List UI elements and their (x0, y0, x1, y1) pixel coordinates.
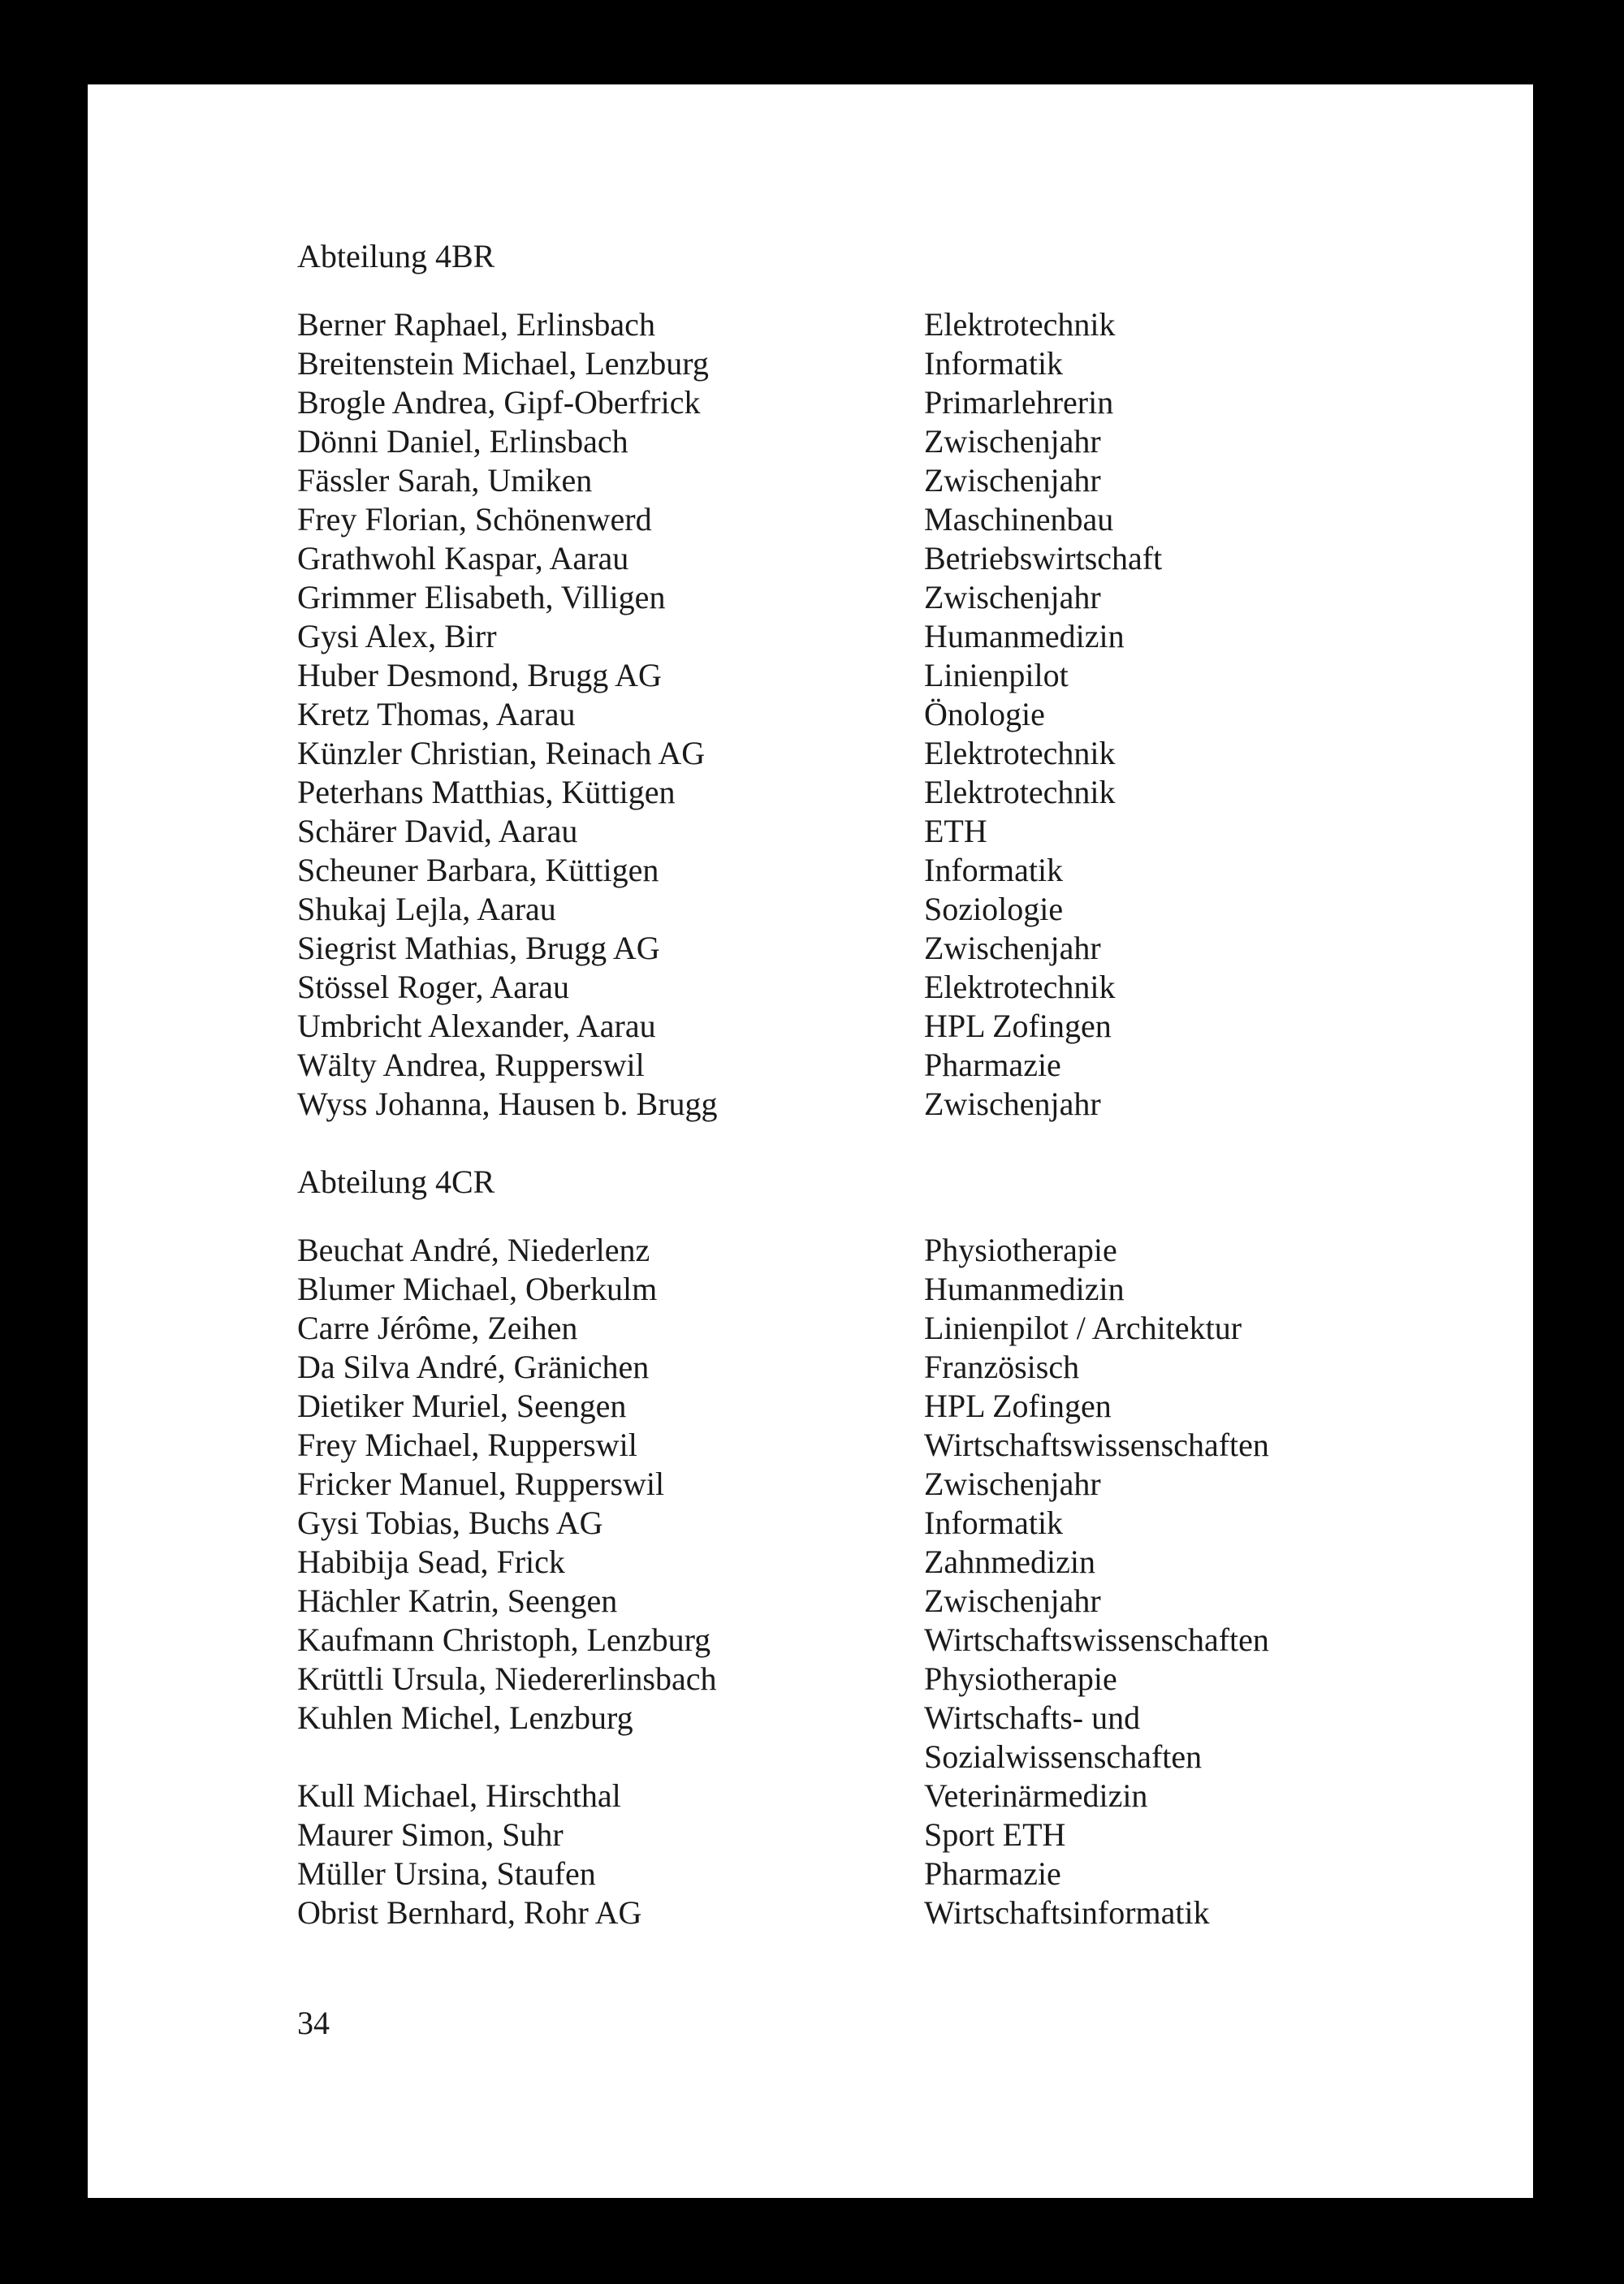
list-item (297, 1816, 1499, 1854)
student-name: Künzler Christian, Reinach AG (297, 735, 706, 771)
study-subject: Physiotherapie (924, 1660, 1117, 1697)
study-subject: Elektrotechnik (924, 969, 1116, 1005)
study-subject (924, 1699, 1499, 1777)
list-item (297, 1621, 1499, 1660)
list-item (297, 461, 1499, 500)
student-name: Peterhans Matthias, Küttigen (297, 774, 676, 810)
study-subject: Physiotherapie (924, 1232, 1117, 1268)
list-item (297, 1348, 1499, 1387)
list-item (297, 1543, 1499, 1582)
student-name: Wyss Johanna, Hausen b. Brugg (297, 1086, 718, 1122)
student-name: Grimmer Elisabeth, Villigen (297, 579, 666, 615)
document-page (88, 84, 1533, 2198)
student-name: Kaufmann Christoph, Lenzburg (297, 1621, 711, 1658)
study-subject: Sport ETH (924, 1816, 1066, 1853)
list-item (297, 383, 1499, 422)
study-subject: Humanmedizin (924, 618, 1125, 654)
list-item (297, 617, 1499, 656)
list-item (297, 422, 1499, 461)
study-subject: Französisch (924, 1349, 1080, 1385)
list-item (297, 344, 1499, 383)
student-name: Obrist Bernhard, Rohr AG (297, 1894, 642, 1931)
student-name: Blumer Michael, Oberkulm (297, 1271, 658, 1307)
student-name: Fässler Sarah, Umiken (297, 462, 593, 499)
student-name: Grathwohl Kaspar, Aarau (297, 540, 629, 576)
student-list (297, 305, 1499, 1124)
list-item (297, 968, 1499, 1007)
list-item (297, 539, 1499, 578)
student-name: Beuchat André, Niederlenz (297, 1232, 650, 1268)
student-name: Kretz Thomas, Aarau (297, 696, 576, 732)
student-name: Frey Michael, Rupperswil (297, 1427, 637, 1463)
student-name: Kull Michael, Hirschthal (297, 1777, 621, 1814)
list-item (297, 734, 1499, 773)
list-item (297, 1504, 1499, 1543)
list-item (297, 305, 1499, 344)
study-subject: Soziologie (924, 891, 1064, 927)
study-subject: Linienpilot / Architektur (924, 1310, 1242, 1346)
student-name: Hächler Katrin, Seengen (297, 1582, 618, 1619)
student-name: Shukaj Lejla, Aarau (297, 891, 556, 927)
student-name: Scheuner Barbara, Küttigen (297, 852, 659, 888)
student-name: Frey Florian, Schönenwerd (297, 501, 652, 538)
section-4br (297, 237, 1499, 1124)
study-subject: Elektrotechnik (924, 774, 1116, 810)
list-item (297, 1465, 1499, 1504)
student-name: Da Silva André, Gränichen (297, 1349, 650, 1385)
study-subject: Elektrotechnik (924, 306, 1116, 343)
list-item (297, 851, 1499, 890)
study-subject: Zwischenjahr (924, 423, 1101, 460)
list-item (297, 1854, 1499, 1893)
study-subject: Wirtschaftswissenschaften (924, 1427, 1269, 1463)
list-item (297, 929, 1499, 968)
study-subject: ETH (924, 813, 987, 849)
student-name: Wälty Andrea, Rupperswil (297, 1047, 645, 1083)
study-subject: Elektrotechnik (924, 735, 1116, 771)
student-name: Kuhlen Michel, Lenzburg (297, 1699, 633, 1736)
student-name: Breitenstein Michael, Lenzburg (297, 345, 709, 382)
student-name: Dönni Daniel, Erlinsbach (297, 423, 628, 460)
list-item (297, 1893, 1499, 1932)
study-subject-line2: Sozialwissenschaften (924, 1738, 1203, 1775)
student-name: Fricker Manuel, Rupperswil (297, 1466, 665, 1502)
list-item (297, 656, 1499, 695)
student-name: Berner Raphael, Erlinsbach (297, 306, 655, 343)
list-item (297, 1660, 1499, 1699)
study-subject: Pharmazie (924, 1855, 1061, 1892)
list-item (297, 1387, 1499, 1426)
section-heading: Abteilung 4BR (297, 238, 495, 274)
section-4cr (297, 1163, 1499, 1932)
study-subject: Wirtschaftswissenschaften (924, 1621, 1269, 1658)
study-subject-line1: Wirtschafts- und (924, 1699, 1141, 1736)
section-heading: Abteilung 4CR (297, 1164, 495, 1200)
student-list (297, 1231, 1499, 1932)
study-subject: Maschinenbau (924, 501, 1114, 538)
student-name: Stössel Roger, Aarau (297, 969, 570, 1005)
student-name: Umbricht Alexander, Aarau (297, 1008, 656, 1044)
study-subject: Zwischenjahr (924, 1582, 1101, 1619)
study-subject: HPL Zofingen (924, 1388, 1112, 1424)
list-item (297, 1085, 1499, 1124)
student-name: Brogle Andrea, Gipf-Oberfrick (297, 384, 701, 421)
study-subject: Önologie (924, 696, 1045, 732)
student-name: Gysi Alex, Birr (297, 618, 497, 654)
list-item (297, 773, 1499, 812)
study-subject: Humanmedizin (924, 1271, 1125, 1307)
study-subject: HPL Zofingen (924, 1008, 1112, 1044)
list-item (297, 578, 1499, 617)
student-name: Gysi Tobias, Buchs AG (297, 1505, 603, 1541)
student-name: Maurer Simon, Suhr (297, 1816, 564, 1853)
student-name: Siegrist Mathias, Brugg AG (297, 930, 660, 966)
student-name: Müller Ursina, Staufen (297, 1855, 596, 1892)
study-subject: Zwischenjahr (924, 930, 1101, 966)
list-item (297, 1270, 1499, 1309)
student-name: Schärer David, Aarau (297, 813, 578, 849)
list-item (297, 695, 1499, 734)
list-item (297, 1582, 1499, 1621)
study-subject: Informatik (924, 852, 1064, 888)
study-subject: Pharmazie (924, 1047, 1061, 1083)
student-name: Carre Jérôme, Zeihen (297, 1310, 578, 1346)
study-subject: Veterinärmedizin (924, 1777, 1148, 1814)
list-item (297, 890, 1499, 929)
list-item (297, 1777, 1499, 1816)
study-subject: Linienpilot (924, 657, 1069, 693)
list-item (297, 1309, 1499, 1348)
list-item (297, 1007, 1499, 1046)
list-item (297, 500, 1499, 539)
study-subject: Betriebswirtschaft (924, 540, 1163, 576)
list-item (297, 812, 1499, 851)
list-item (297, 1231, 1499, 1270)
study-subject: Informatik (924, 1505, 1064, 1541)
study-subject: Wirtschaftsinformatik (924, 1894, 1210, 1931)
study-subject: Zahnmedizin (924, 1544, 1096, 1580)
study-subject: Zwischenjahr (924, 1466, 1101, 1502)
study-subject: Zwischenjahr (924, 1086, 1101, 1122)
page-content (297, 237, 1499, 1932)
list-item (297, 1046, 1499, 1085)
page-number: 34 (297, 2005, 330, 2041)
student-name: Dietiker Muriel, Seengen (297, 1388, 627, 1424)
study-subject: Zwischenjahr (924, 579, 1101, 615)
study-subject: Zwischenjahr (924, 462, 1101, 499)
student-name: Habibija Sead, Frick (297, 1544, 565, 1580)
list-item (297, 1699, 1499, 1777)
list-item (297, 1426, 1499, 1465)
student-name: Huber Desmond, Brugg AG (297, 657, 662, 693)
study-subject: Primarlehrerin (924, 384, 1114, 421)
study-subject: Informatik (924, 345, 1064, 382)
student-name: Krüttli Ursula, Niedererlinsbach (297, 1660, 717, 1697)
